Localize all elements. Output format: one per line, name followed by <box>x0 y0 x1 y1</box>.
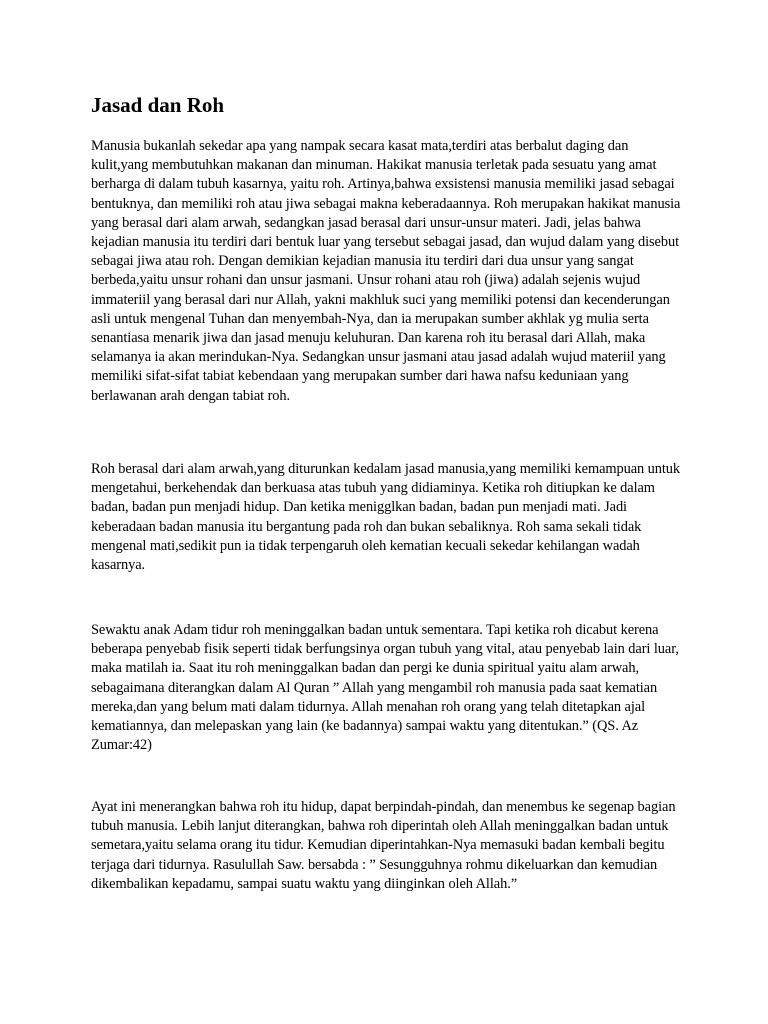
paragraph-4: Ayat ini menerangkan bahwa roh itu hidup, dapat berpindah-pindah, dan menembus ke segenap bagian tubuh manusia. Lebih lanjut diterangkan, bahwa roh diperintah oleh Allah meninggalkan badan untuk semetara,yaitu selama orang itu tidur. Kemudian diperintahkan-Nya memasuki badan kembali begitu terjaga dari tidurnya. Rasulullah Saw. bersabda : ” Sesungguhnya rohmu dikeluarkan dan kemudian dikembalikan kepadamu, sampai suatu waktu yang diinginkan oleh Allah.” <box>91 799 676 892</box>
paragraph-3: Sewaktu anak Adam tidur roh meninggalkan badan untuk sementara. Tapi ketika roh dicabut kerena beberapa penyebab fisik seperti tidak berfungsinya organ tubuh yang vital, atau penyebab lain dari luar, maka matilah ia. Saat itu roh meninggalkan badan dan pergi ke dunia spiritual yaitu alam arwah, sebagaimana diterangkan dalam Al Quran ” Allah yang mengambil roh manusia pada saat kematian mereka,dan yang belum mati dalam tidurnya. Allah menahan roh orang yang telah ditetapkan ajal kematiannya, dan melepaskan yang lain (ke badannya) sampai waktu yang ditentukan.” (QS. Az Zumar:42) <box>91 622 679 754</box>
paragraph-2: Roh berasal dari alam arwah,yang diturunkan kedalam jasad manusia,yang memiliki kemampuan untuk mengetahui, berkehendak dan berkuasa atas tubuh yang didiaminya. Ketika roh ditiupkan ke dalam badan, badan pun menjadi hidup. Dan ketika menigglkan badan, badan pun menjadi mati. Jadi keberadaan badan manusia itu bergantung pada roh dan bukan sebaliknya. Roh sama sekali tidak mengenal mati,sedikit pun ia tidak terpengaruh oleh kematian kecuali sekedar kehilangan wadah kasarnya. <box>91 461 681 574</box>
document-title: Jasad dan Roh <box>91 93 225 117</box>
paragraph-1: Manusia bukanlah sekedar apa yang nampak secara kasat mata,terdiri atas berbalut daging dan kulit,yang membutuhkan makanan dan minuman. Hakikat manusia terletak pada sesuatu yang amat berharga di dalam tubuh kasarnya, yaitu roh. Artinya,bahwa exsistensi manusia memiliki jasad sebagai bentuknya, dan memiliki roh atau jiwa sebagai makna keberadaannya. Roh merupakan hakikat manusia yang berasal dari alam arwah, sedangkan jasad berasal dari unsur-unsur materi. Jadi, jelas bahwa kejadian manusia itu terdiri dari bentuk luar yang tersebut sebagai jasad, dan wujud dalam yang disebut sebagai jiwa atau roh. Dengan demikian kejadian manusia itu terdiri dari dua unsur yang sangat berbeda,yaitu unsur rohani dan unsur jasmani. Unsur rohani atau roh (jiwa) adalah sejenis wujud immateriil yang berasal dari nur Allah, yakni makhluk suci yang memiliki potensi dan kecenderungan asli untuk mengenal Tuhan dan menyembah-Nya, dan ia merupakan sumber akhlak yg mulia serta senantiasa menarik jiwa dan jasad menuju keluhuran. Dan karena roh itu berasal dari Allah, maka selamanya ia akan merindukan-Nya. Sedangkan unsur jasmani atau jasad adalah wujud materiil yang memiliki sifat-sifat tabiat kebendaan yang merupakan sumber dari hawa nafsu keduniaan yang berlawanan arah dengan tabiat roh. <box>91 138 681 404</box>
